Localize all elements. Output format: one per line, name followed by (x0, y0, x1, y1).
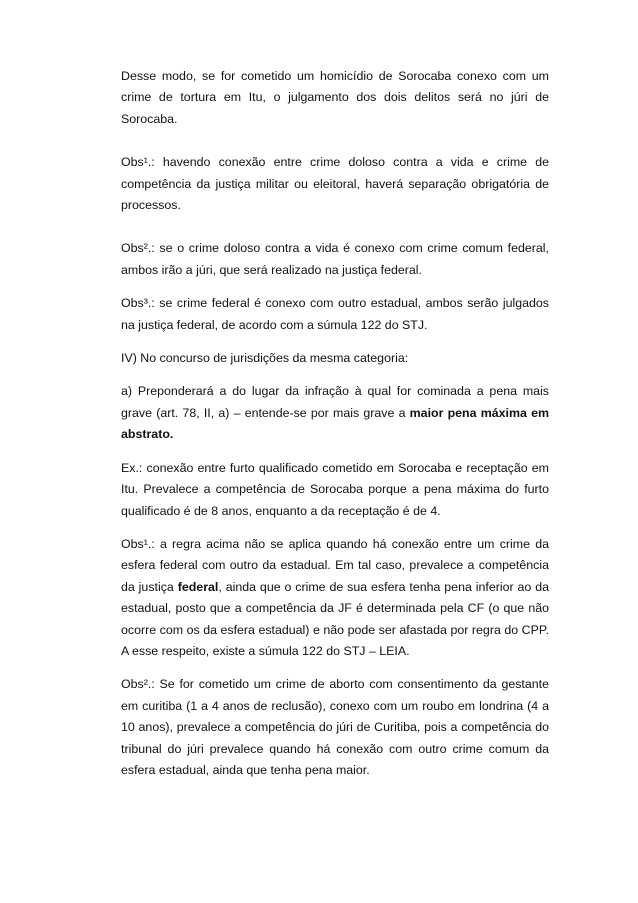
paragraph-obs1-federal-rule (121, 534, 549, 662)
rule-a-text: a) Preponderará a do lugar da infração à qual for cominada a pena mais grave (art. 78, II, a) – entende-se por mais grave a (121, 384, 549, 420)
obs1-text-start: Obs¹.: a regra acima não se aplica quando há conexão entre um crime da esfera federal com outro da estadual. Em tal caso, prevalece a competência da justiça (121, 536, 549, 594)
paragraph-obs3-sumula-122: Obs³.: se crime federal é conexo com outro estadual, ambos serão julgados na justiça federal, de acordo com a súmula 122 do STJ. (121, 296, 549, 332)
paragraph-rule-a (121, 381, 549, 445)
paragraph-obs2-federal-jury: Obs².: se o crime doloso contra a vida é conexo com crime comum federal, ambos irão a júri, que será realizado na justiça federal. (121, 241, 549, 277)
obs1-text-end: , ainda que o crime de sua esfera tenha pena inferior ao da estadual, posto que a competência da JF é determinada pela CF (o que não ocorre com os da esfera estadual) e não pode ser afastada por regra do CPP. A esse respeito, existe a súmula 122 do STJ – LEIA. (121, 579, 549, 658)
paragraph-example-furto: Ex.: conexão entre furto qualificado cometido em Sorocaba e receptação em Itu. Prevalece a competência de Sorocaba porque a pena máxima do furto qualificado é de 8 anos, enquanto a da receptação é de 4. (121, 460, 549, 518)
rule-a-emphasis: maior pena máxima em abstrato. (121, 405, 549, 442)
section-heading-iv: IV) No concurso de jurisdições da mesma categoria: (121, 351, 409, 366)
obs1-emphasis-federal: federal (177, 579, 219, 594)
paragraph-obs1-separation: Obs¹.: havendo conexão entre crime doloso contra a vida e crime de competência da justiça militar ou eleitoral, haverá separação obrigatória de processos. (121, 155, 549, 213)
paragraph-sorocaba-example: Desse modo, se for cometido um homicídio de Sorocaba conexo com um crime de tortura em Itu, o julgamento dos dois delitos será no júri de Sorocaba. (121, 69, 549, 126)
paragraph-obs2-aborto: Obs².: Se for cometido um crime de aborto com consentimento da gestante em curitiba (1 a 4 anos de reclusão), conexo com um roubo em londrina (4 a 10 anos), prevalece a competência do júri de Curitiba, pois a competência do tribunal do júri prevalece quando há conexão com outro crime comum da esfera estadual, ainda que tenha pena maior. (121, 677, 549, 777)
